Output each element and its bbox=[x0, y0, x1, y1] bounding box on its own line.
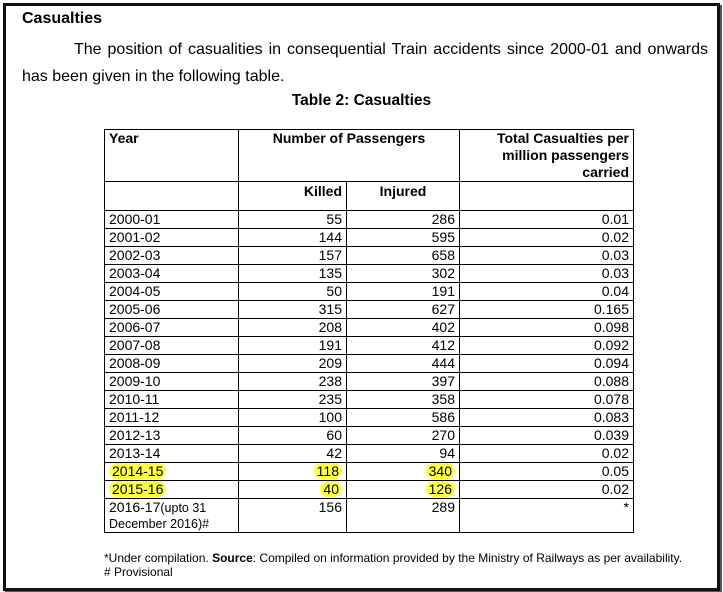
cell-injured-value: 286 bbox=[431, 211, 455, 227]
table-row bbox=[105, 445, 634, 463]
cell-injured bbox=[347, 211, 460, 229]
cell-rate-value: 0.01 bbox=[601, 211, 629, 227]
table-row bbox=[105, 247, 634, 265]
cell-year bbox=[105, 481, 239, 499]
cell-rate bbox=[460, 229, 634, 247]
cell-killed bbox=[239, 445, 347, 463]
table-body bbox=[105, 211, 634, 499]
cell-rate bbox=[460, 247, 634, 265]
cell-rate-value: 0.088 bbox=[593, 373, 629, 389]
cell-injured-value: 402 bbox=[431, 319, 455, 335]
table-row bbox=[105, 319, 634, 337]
cell-rate-value: 0.092 bbox=[593, 337, 629, 353]
column-header-injured: Injured bbox=[347, 182, 460, 211]
cell-year-value: 2010-11 bbox=[109, 391, 160, 407]
cell-rate-value: 0.03 bbox=[601, 265, 629, 281]
cell-killed-value: 157 bbox=[318, 247, 342, 263]
cell-killed bbox=[239, 373, 347, 391]
cell-injured-value: 444 bbox=[431, 355, 455, 371]
cell-killed-value: 118 bbox=[314, 463, 342, 479]
cell-year-value: 2002-03 bbox=[109, 247, 161, 263]
subheader-empty bbox=[105, 182, 239, 211]
table-row bbox=[105, 355, 634, 373]
cell-year-value: 2013-14 bbox=[109, 445, 161, 461]
cell-rate bbox=[460, 355, 634, 373]
table-row bbox=[105, 301, 634, 319]
cell-year-value: 2005-06 bbox=[109, 301, 161, 317]
cell-year bbox=[105, 337, 239, 355]
cell-killed-value: 100 bbox=[318, 409, 342, 425]
cell-injured-value: 126 bbox=[426, 481, 455, 497]
year-main: 2016-17 bbox=[109, 499, 161, 515]
cell-rate-value: 0.078 bbox=[593, 391, 629, 407]
cell-killed bbox=[239, 391, 347, 409]
subheader-empty bbox=[460, 182, 634, 211]
cell-killed bbox=[239, 229, 347, 247]
cell-year-value: 2008-09 bbox=[109, 355, 161, 371]
cell-year bbox=[105, 355, 239, 373]
cell-killed bbox=[239, 481, 347, 499]
cell-year bbox=[105, 229, 239, 247]
table-row bbox=[105, 427, 634, 445]
cell-injured-value: 595 bbox=[431, 229, 455, 245]
table-row bbox=[105, 265, 634, 283]
cell-killed bbox=[239, 427, 347, 445]
cell-injured bbox=[347, 247, 460, 265]
cell-injured-value: 586 bbox=[431, 409, 455, 425]
cell-rate bbox=[460, 409, 634, 427]
cell-injured bbox=[347, 445, 460, 463]
cell-killed bbox=[239, 355, 347, 373]
cell-injured bbox=[347, 283, 460, 301]
cell-injured bbox=[347, 319, 460, 337]
cell-rate-value: 0.165 bbox=[593, 301, 629, 317]
cell-killed-value: 191 bbox=[318, 337, 342, 353]
cell-rate bbox=[460, 445, 634, 463]
cell-year-value: 2012-13 bbox=[109, 427, 161, 443]
cell-injured-value: 94 bbox=[439, 445, 455, 461]
cell-rate-value: 0.094 bbox=[593, 355, 629, 371]
cell-killed-value: 208 bbox=[318, 319, 342, 335]
cell-rate bbox=[460, 319, 634, 337]
cell-killed bbox=[239, 409, 347, 427]
cell-year-value: 2015-16 bbox=[109, 481, 166, 497]
cell-injured-value: 340 bbox=[426, 463, 455, 479]
cell-injured bbox=[347, 463, 460, 481]
cell-year bbox=[105, 283, 239, 301]
cell-year bbox=[105, 391, 239, 409]
cell-rate: * bbox=[460, 499, 634, 533]
cell-rate-value: 0.098 bbox=[593, 319, 629, 335]
cell-rate bbox=[460, 211, 634, 229]
cell-year-value: 2000-01 bbox=[109, 211, 161, 227]
cell-injured-value: 412 bbox=[431, 337, 455, 353]
table-row bbox=[105, 391, 634, 409]
column-header-killed: Killed bbox=[239, 182, 347, 211]
cell-year bbox=[105, 499, 239, 533]
cell-year bbox=[105, 373, 239, 391]
cell-year-value: 2007-08 bbox=[109, 337, 161, 353]
table-row bbox=[105, 283, 634, 301]
cell-rate-value: 0.02 bbox=[601, 481, 629, 497]
cell-killed-value: 235 bbox=[318, 391, 342, 407]
cell-injured bbox=[347, 391, 460, 409]
cell-year bbox=[105, 409, 239, 427]
cell-injured bbox=[347, 355, 460, 373]
table-row bbox=[105, 229, 634, 247]
column-header-year: Year bbox=[105, 130, 239, 182]
cell-killed bbox=[239, 463, 347, 481]
cell-injured bbox=[347, 337, 460, 355]
cell-killed-value: 209 bbox=[318, 355, 342, 371]
cell-rate-value: 0.03 bbox=[601, 247, 629, 263]
cell-injured bbox=[347, 409, 460, 427]
cell-killed bbox=[239, 283, 347, 301]
cell-killed-value: 144 bbox=[318, 229, 342, 245]
footnote-prefix: *Under compilation. bbox=[104, 551, 213, 565]
cell-killed-value: 315 bbox=[318, 301, 342, 317]
cell-killed bbox=[239, 211, 347, 229]
cell-injured-value: 270 bbox=[431, 427, 455, 443]
cell-year bbox=[105, 463, 239, 481]
cell-year bbox=[105, 265, 239, 283]
table-row bbox=[105, 481, 634, 499]
footnote-source-text: : Compiled on information provided by the Ministry of Railways as per availability. bbox=[252, 551, 683, 565]
cell-year bbox=[105, 247, 239, 265]
cell-rate bbox=[460, 265, 634, 283]
cell-year bbox=[105, 427, 239, 445]
cell-injured bbox=[347, 481, 460, 499]
cell-year-value: 2011-12 bbox=[109, 409, 160, 425]
table-row bbox=[105, 373, 634, 391]
table-title: Table 2: Casualties bbox=[291, 92, 432, 109]
cell-rate bbox=[460, 301, 634, 319]
cell-killed-value: 60 bbox=[326, 427, 342, 443]
cell-killed bbox=[239, 301, 347, 319]
cell-injured-value: 302 bbox=[431, 265, 455, 281]
cell-rate bbox=[460, 463, 634, 481]
cell-killed bbox=[239, 319, 347, 337]
cell-year-value: 2004-05 bbox=[109, 283, 161, 299]
cell-injured: 289 bbox=[347, 499, 460, 533]
cell-injured bbox=[347, 427, 460, 445]
cell-injured bbox=[347, 229, 460, 247]
cell-killed bbox=[239, 247, 347, 265]
cell-rate bbox=[460, 481, 634, 499]
table-row bbox=[105, 499, 634, 533]
table-row bbox=[105, 409, 634, 427]
cell-injured-value: 191 bbox=[431, 283, 455, 299]
cell-year bbox=[105, 445, 239, 463]
cell-killed-value: 50 bbox=[326, 283, 342, 299]
section-heading: Casualties bbox=[22, 10, 103, 27]
cell-killed bbox=[239, 337, 347, 355]
cell-killed-value: 40 bbox=[320, 481, 342, 497]
cell-killed-value: 42 bbox=[326, 445, 342, 461]
cell-rate bbox=[460, 427, 634, 445]
cell-injured bbox=[347, 265, 460, 283]
cell-killed-value: 135 bbox=[318, 265, 342, 281]
cell-year-value: 2009-10 bbox=[109, 373, 161, 389]
casualties-table bbox=[104, 129, 634, 533]
table-row bbox=[105, 463, 634, 481]
cell-rate-value: 0.02 bbox=[601, 229, 629, 245]
cell-rate-value: 0.05 bbox=[601, 463, 629, 479]
cell-killed: 156 bbox=[239, 499, 347, 533]
footnote-provisional: # Provisional bbox=[104, 565, 173, 579]
cell-killed bbox=[239, 265, 347, 283]
column-header-passengers: Number of Passengers bbox=[239, 130, 460, 182]
cell-injured-value: 627 bbox=[431, 301, 455, 317]
cell-rate-value: 0.02 bbox=[601, 445, 629, 461]
year-note: (upto 31 December 2016)# bbox=[109, 501, 210, 531]
cell-year bbox=[105, 319, 239, 337]
cell-rate bbox=[460, 283, 634, 301]
cell-rate bbox=[460, 337, 634, 355]
cell-killed-value: 55 bbox=[326, 211, 342, 227]
cell-injured-value: 397 bbox=[431, 373, 455, 389]
cell-injured-value: 658 bbox=[431, 247, 455, 263]
cell-rate bbox=[460, 391, 634, 409]
cell-injured-value: 358 bbox=[431, 391, 455, 407]
cell-year-value: 2003-04 bbox=[109, 265, 161, 281]
cell-rate-value: 0.083 bbox=[593, 409, 629, 425]
cell-year-value: 2006-07 bbox=[109, 319, 161, 335]
cell-rate bbox=[460, 373, 634, 391]
table-footnote bbox=[104, 551, 716, 579]
table-row bbox=[105, 211, 634, 229]
cell-injured bbox=[347, 373, 460, 391]
cell-killed-value: 238 bbox=[318, 373, 342, 389]
cell-year bbox=[105, 301, 239, 319]
cell-year-value: 2014-15 bbox=[109, 463, 166, 479]
footnote-source-label: Source bbox=[212, 551, 253, 565]
cell-year bbox=[105, 211, 239, 229]
table-row bbox=[105, 337, 634, 355]
intro-paragraph: The position of casualities in consequential Train accidents since 2000-01 and onwards has been given in the following table. bbox=[22, 41, 708, 85]
cell-injured bbox=[347, 301, 460, 319]
cell-rate-value: 0.039 bbox=[593, 427, 629, 443]
cell-year-value: 2001-02 bbox=[109, 229, 161, 245]
cell-rate-value: 0.04 bbox=[601, 283, 629, 299]
column-header-rate: Total Casualties per million passengers carried bbox=[460, 130, 634, 182]
